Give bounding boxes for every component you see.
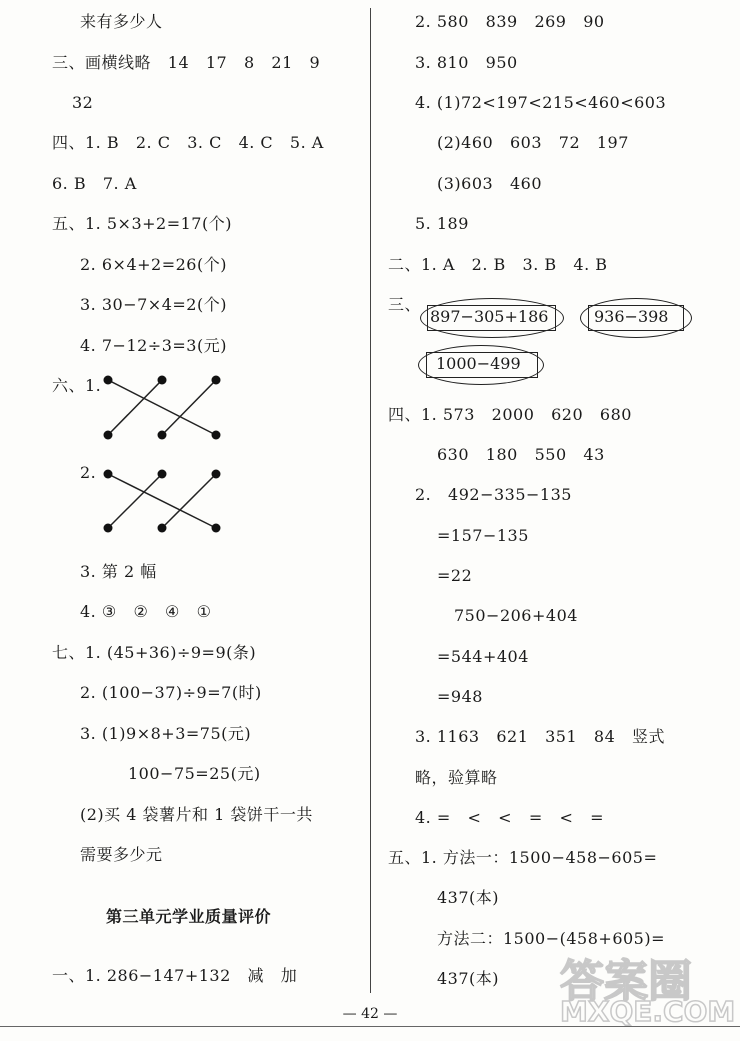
dot [212,470,221,479]
answer-line: (3)603 460 [437,174,542,193]
section-title: 第三单元学业质量评价 [106,907,272,926]
dot [104,431,113,440]
dot [212,431,221,440]
answer-line: 3. 第 2 幅 [80,562,157,581]
answer-line: 一、1. 286−147+132 减 加 [52,966,298,985]
answer-line: 3. 810 950 [415,53,518,72]
answer-line: 437(本) [437,969,500,988]
dot [158,431,167,440]
circled-expression: 936−398 [594,307,669,326]
answer-line: 6. B 7. A [52,174,137,193]
answer-line: 2. 492−335−135 [415,485,572,504]
watermark-logo: 答案圈 [560,956,692,1007]
answer-line: 五、1. 5×3+2=17(个) [52,214,232,233]
answer-line: 2. 580 839 269 90 [415,12,605,31]
answer-line: 100−75=25(元) [128,764,261,783]
page-number: — 42 — [342,1006,398,1022]
answer-line: 方法二：1500−(458+605)= [437,929,666,948]
answer-line: 4. = < < = < = [415,808,605,827]
answer-line: 二、1. A 2. B 3. B 4. B [388,255,608,274]
answer-line: 四、1. 573 2000 620 680 [388,405,632,424]
answer-line: 2. [80,463,97,482]
matching-diagram-2 [98,462,228,542]
answer-line: =22 [437,566,473,585]
answer-line: 三、 [388,295,422,314]
matching-diagram-1 [98,368,228,448]
answer-line: 3. 30−7×4=2(个) [80,295,227,314]
answer-line: (2)460 603 72 197 [437,133,629,152]
answer-line: 三、画横线略 14 17 8 21 9 [52,53,321,72]
answer-line: 750−206+404 [454,606,578,625]
dot [158,470,167,479]
answer-line: 需要多少元 [80,845,163,864]
answer-line: 3. (1)9×8+3=75(元) [80,724,252,743]
dot [104,470,113,479]
dot [104,524,113,533]
answer-line: 5. 189 [415,214,469,233]
answer-line: 来有多少人 [80,12,163,31]
dot [158,376,167,385]
answer-line: 32 [72,93,94,112]
answer-line: (2)买 4 袋薯片和 1 袋饼干一共 [80,805,313,824]
answer-line: 七、1. (45+36)÷9=9(条) [52,643,257,662]
circled-expression: 1000−499 [436,354,521,373]
answer-line: 略，验算略 [415,768,498,787]
dot [158,524,167,533]
answer-line: 2. (100−37)÷9=7(时) [80,683,262,702]
watermark-url: MXQE.COM [560,995,736,1028]
answer-line: 630 180 550 43 [437,445,605,464]
circled-expression: 897−305+186 [430,307,549,326]
answer-line: 四、1. B 2. C 3. C 4. C 5. A [52,133,324,152]
answer-line: 437(本) [437,888,500,907]
answer-line: 4. (1)72<197<215<460<603 [415,93,667,112]
answer-line: 4. 7−12÷3=3(元) [80,336,227,355]
answer-line: 五、1. 方法一：1500−458−605= [388,848,658,867]
answer-line: =948 [437,687,483,706]
answer-line: 3. 1163 621 351 84 竖式 [415,727,666,746]
answer-line: 2. 6×4+2=26(个) [80,255,227,274]
answer-line: =157−135 [437,526,529,545]
answer-line: 4. ③ ② ④ ① [80,602,212,621]
answer-line: =544+404 [437,647,529,666]
dot [212,376,221,385]
dot [104,376,113,385]
column-divider [370,8,371,993]
answer-line: 六、1. [52,376,102,395]
dot [212,524,221,533]
